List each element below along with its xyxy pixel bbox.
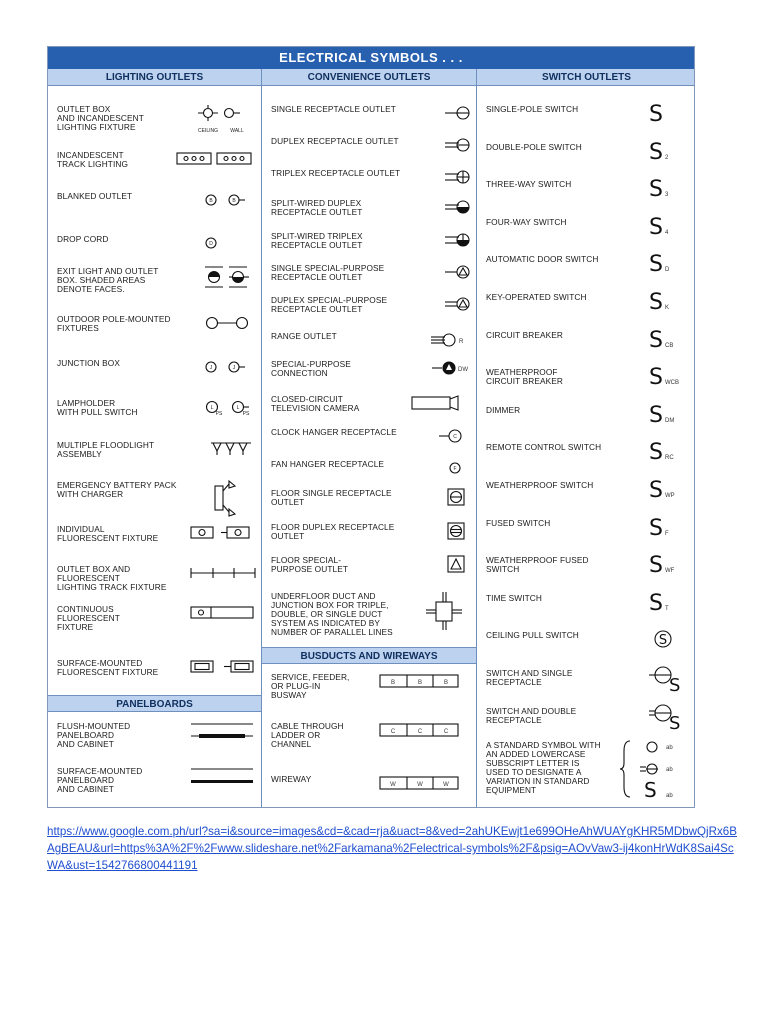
- symbol-row: [477, 252, 695, 278]
- symbol-row: [477, 402, 695, 428]
- svg-text:3: 3: [665, 192, 669, 199]
- svg-text:J: J: [209, 365, 213, 371]
- symbol-row: [262, 296, 476, 320]
- lighting-outlets-heading: LIGHTING OUTLETS: [48, 69, 261, 86]
- symbol-label: A STANDARD SYMBOL WITH AN ADDED LOWERCASE SUBSCRIPT LETTER IS USED TO DESIGNATE A VARIATION IN STANDARD EQUIPMENT: [486, 740, 601, 795]
- svg-text:S: S: [649, 290, 663, 315]
- svg-text:DM: DM: [665, 417, 675, 424]
- symbol-row: [48, 659, 261, 685]
- symbol-row: [262, 428, 476, 444]
- svg-text:C: C: [390, 729, 396, 735]
- symbol-label: WEATHERPROOF FUSED SWITCH: [486, 555, 589, 575]
- weatherproof-switch-icon: [649, 478, 695, 511]
- symbol-row: [48, 235, 261, 255]
- key-operated-switch-icon: [649, 290, 695, 323]
- svg-text:S: S: [649, 478, 663, 503]
- fluorescent-fixture-icon: [191, 525, 271, 555]
- symbol-row: [262, 722, 476, 748]
- svg-text:S: S: [649, 553, 663, 579]
- symbol-row: [477, 290, 695, 315]
- svg-text:WALL: WALL: [230, 128, 244, 134]
- svg-text:C: C: [443, 729, 449, 735]
- symbol-label: BLANKED OUTLET: [57, 191, 133, 201]
- symbol-label: OUTLET BOX AND FLUORESCENT LIGHTING TRACK FIXTURE: [57, 564, 167, 592]
- symbol-row: [477, 478, 695, 503]
- svg-text:S: S: [649, 102, 663, 127]
- svg-text:B: B: [232, 198, 236, 204]
- svg-text:B: B: [209, 198, 213, 204]
- symbol-row: [262, 489, 476, 513]
- symbol-label: CONTINUOUS FLUORESCENT FIXTURE: [57, 604, 120, 632]
- symbol-label: EXIT LIGHT AND OUTLET BOX. SHADED AREAS DENOTE FACES.: [57, 266, 159, 294]
- symbol-label: DROP CORD: [57, 234, 109, 244]
- svg-text:B: B: [443, 680, 449, 686]
- surface-fluorescent-icon: [191, 659, 271, 689]
- svg-text:S: S: [649, 214, 663, 240]
- symbol-label: WEATHERPROOF SWITCH: [486, 480, 594, 490]
- symbol-row: [477, 740, 695, 802]
- symbol-label: AUTOMATIC DOOR SWITCH: [486, 254, 599, 265]
- svg-text:ab: ab: [666, 745, 673, 751]
- svg-text:W: W: [390, 782, 396, 788]
- fluorescent-track-icon: [191, 565, 271, 595]
- svg-text:S: S: [649, 252, 663, 278]
- symbol-label: DIMMER: [486, 404, 521, 415]
- panelboards-heading: PANELBOARDS: [48, 695, 261, 712]
- switch-single-receptacle-icon: [649, 669, 695, 699]
- symbol-row: [48, 267, 261, 297]
- symbol-row: [477, 102, 695, 127]
- symbol-row: [48, 722, 261, 752]
- svg-text:W: W: [417, 782, 423, 788]
- cable-ladder-icon: [380, 722, 460, 752]
- svg-text:4: 4: [665, 229, 669, 236]
- symbol-label: UNDERFLOOR DUCT AND JUNCTION BOX FOR TRIPLE, DOUBLE, OR SINGLE DUCT SYSTEM AS INDICATED BY NUMBER OF PARALLEL LINES: [271, 591, 393, 637]
- svg-text:C: C: [417, 729, 423, 735]
- flush-panelboard-icon: [191, 722, 271, 752]
- surface-panelboard-icon: [191, 767, 271, 797]
- symbol-label: SPLIT-WIRED DUPLEX RECEPTACLE OUTLET: [271, 198, 363, 217]
- weatherproof-circuit-breaker-icon: [649, 365, 695, 398]
- svg-text:S: S: [649, 402, 663, 428]
- symbol-label: REMOTE CONTROL SWITCH: [486, 442, 602, 453]
- symbol-row: [477, 705, 695, 734]
- busway-icon: [380, 673, 460, 703]
- symbol-row: [262, 137, 476, 153]
- svg-text:S: S: [649, 177, 663, 203]
- svg-text:B: B: [417, 680, 423, 686]
- svg-text:PS: PS: [215, 411, 223, 417]
- svg-text:S: S: [658, 633, 668, 649]
- svg-text:S: S: [649, 365, 663, 391]
- symbol-label: FOUR-WAY SWITCH: [486, 216, 567, 227]
- symbol-label: SERVICE, FEEDER, OR PLUG-IN BUSWAY: [271, 672, 350, 700]
- symbol-row: [477, 590, 695, 616]
- symbol-row: [262, 360, 476, 384]
- symbol-row: [48, 481, 261, 517]
- symbol-label: WIREWAY: [271, 774, 312, 784]
- busducts-heading: BUSDUCTS AND WIREWAYS: [262, 647, 476, 664]
- symbol-row: [477, 631, 695, 647]
- symbol-row: [262, 332, 476, 348]
- symbol-row: [262, 556, 476, 580]
- symbol-row: [262, 395, 476, 419]
- symbol-label: RANGE OUTLET: [271, 331, 337, 341]
- source-link[interactable]: https://www.google.com.ph/url?sa=i&source=images&cd=&cad=rja&uact=8&ved=2ahUKEwjt1e699OHeAhWUAYgKHR5MDbwQjRx6BAgBEAU&url=https%3A%2F%2Fwww.slideshare.net%2Farkamana%2Felectrical-symbols%2F&psig=AOvVaw3-ij4konHrWdK8Sai4ScWA&ust=1542766800441191: [47, 825, 737, 872]
- fused-switch-icon: [649, 515, 695, 549]
- symbol-row: [48, 525, 261, 551]
- svg-text:T: T: [665, 605, 669, 612]
- svg-text:RC: RC: [665, 455, 674, 462]
- standard-symbol-variation-icon: [624, 741, 695, 802]
- ceiling-pull-switch-icon: [649, 631, 695, 661]
- svg-text:ab: ab: [666, 767, 673, 773]
- svg-text:2: 2: [665, 154, 669, 161]
- symbol-label: TRIPLEX RECEPTACLE OUTLET: [271, 168, 401, 178]
- symbol-row: [48, 359, 261, 379]
- svg-text:DW: DW: [458, 367, 468, 373]
- symbol-row: [262, 199, 476, 223]
- circuit-breaker-icon: [649, 327, 695, 361]
- symbol-label: FLOOR SINGLE RECEPTACLE OUTLET: [271, 488, 392, 507]
- svg-text:B: B: [390, 680, 396, 686]
- symbol-row: [262, 169, 476, 185]
- symbol-label: FLUSH-MOUNTED PANELBOARD AND CABINET: [57, 721, 131, 749]
- symbol-row: [48, 399, 261, 425]
- symbol-label: CABLE THROUGH LADDER OR CHANNEL: [271, 721, 344, 749]
- svg-text:CB: CB: [665, 342, 674, 349]
- symbol-label: SWITCH AND SINGLE RECEPTACLE: [486, 668, 573, 687]
- symbol-row: [262, 673, 476, 703]
- symbol-label: SPLIT-WIRED TRIPLEX RECEPTACLE OUTLET: [271, 231, 363, 250]
- svg-text:J: J: [232, 365, 236, 371]
- symbol-row: [477, 214, 695, 240]
- symbol-label: SINGLE RECEPTACLE OUTLET: [271, 104, 396, 114]
- symbol-label: DUPLEX SPECIAL-PURPOSE RECEPTACLE OUTLET: [271, 295, 388, 314]
- convenience-outlets-heading: CONVENIENCE OUTLETS: [262, 69, 476, 86]
- electrical-symbols-sheet: [47, 46, 695, 808]
- time-switch-icon: [649, 590, 695, 624]
- symbol-label: JUNCTION BOX: [57, 358, 120, 368]
- continuous-fluorescent-icon: [191, 605, 271, 639]
- symbol-label: KEY-OPERATED SWITCH: [486, 292, 587, 302]
- symbol-row: [262, 460, 476, 476]
- symbol-row: [477, 139, 695, 165]
- symbol-label: LAMPHOLDER WITH PULL SWITCH: [57, 398, 138, 417]
- symbol-label: WEATHERPROOF CIRCUIT BREAKER: [486, 367, 563, 387]
- symbol-row: [262, 523, 476, 547]
- svg-text:PS: PS: [242, 411, 250, 417]
- single-pole-switch-icon: [649, 102, 695, 135]
- svg-text:D: D: [665, 267, 670, 274]
- symbol-label: MULTIPLE FLOODLIGHT ASSEMBLY: [57, 440, 155, 459]
- svg-text:F: F: [665, 530, 669, 537]
- symbol-row: [48, 151, 261, 171]
- symbol-label: FAN HANGER RECEPTACLE: [271, 459, 385, 469]
- symbol-row: [477, 365, 695, 391]
- symbol-label: INCANDESCENT TRACK LIGHTING: [57, 150, 129, 169]
- svg-text:L: L: [236, 405, 240, 411]
- weatherproof-fused-switch-icon: [649, 553, 695, 586]
- symbol-row: [262, 264, 476, 288]
- symbol-row: [262, 775, 476, 791]
- symbol-label: CIRCUIT BREAKER: [486, 329, 563, 340]
- symbol-row: [48, 605, 261, 639]
- svg-text:F: F: [453, 466, 457, 472]
- symbol-row: [477, 327, 695, 353]
- symbol-row: [48, 315, 261, 341]
- remote-control-switch-icon: [649, 440, 695, 473]
- sheet-title: ELECTRICAL SYMBOLS . . .: [48, 47, 694, 69]
- svg-text:CEILING: CEILING: [197, 128, 219, 134]
- symbol-label: SWITCH AND DOUBLE RECEPTACLE: [486, 705, 577, 725]
- symbol-label: OUTDOOR POLE-MOUNTED FIXTURES: [57, 314, 171, 333]
- svg-text:ab: ab: [666, 793, 673, 799]
- track-lighting-icon: [177, 151, 257, 181]
- svg-text:WCB: WCB: [665, 380, 679, 387]
- symbol-label: OUTLET BOX AND INCANDESCENT LIGHTING FIXTURE: [57, 104, 144, 132]
- symbol-row: [477, 440, 695, 466]
- symbol-label: THREE-WAY SWITCH: [486, 179, 572, 190]
- four-way-switch-icon: [649, 214, 695, 248]
- svg-text:S: S: [669, 712, 681, 734]
- automatic-door-switch-icon: [649, 252, 695, 285]
- symbol-row: [477, 553, 695, 579]
- symbol-label: DUPLEX RECEPTACLE OUTLET: [271, 136, 399, 146]
- svg-text:S: S: [649, 440, 663, 466]
- symbol-label: TIME SWITCH: [486, 592, 542, 603]
- symbol-row: [262, 232, 476, 256]
- symbol-label: DOUBLE-POLE SWITCH: [486, 141, 582, 152]
- svg-text:K: K: [665, 305, 670, 311]
- symbol-label: SURFACE-MOUNTED FLUORESCENT FIXTURE: [57, 658, 159, 677]
- svg-text:D: D: [209, 241, 213, 247]
- symbol-row: [477, 177, 695, 203]
- symbol-label: CLOCK HANGER RECEPTACLE: [271, 427, 397, 437]
- symbol-label: EMERGENCY BATTERY PACK WITH CHARGER: [57, 480, 177, 499]
- symbol-label: SPECIAL-PURPOSE CONNECTION: [271, 359, 351, 378]
- svg-text:S: S: [644, 778, 657, 802]
- svg-text:S: S: [649, 139, 663, 165]
- svg-text:S: S: [649, 515, 663, 541]
- switch-outlets-heading: SWITCH OUTLETS: [477, 69, 695, 86]
- symbol-row: [48, 767, 261, 797]
- svg-text:W: W: [443, 782, 449, 788]
- symbol-label: FLOOR SPECIAL- PURPOSE OUTLET: [271, 555, 349, 574]
- symbol-label: SINGLE SPECIAL-PURPOSE RECEPTACLE OUTLET: [271, 263, 385, 282]
- symbol-row: [262, 105, 476, 121]
- wireway-icon: [380, 775, 460, 805]
- symbol-label: SINGLE-POLE SWITCH: [486, 104, 579, 114]
- symbol-row: [262, 592, 476, 636]
- svg-text:WP: WP: [665, 493, 675, 499]
- symbol-label: FLOOR DUPLEX RECEPTACLE OUTLET: [271, 522, 395, 541]
- double-pole-switch-icon: [649, 139, 695, 173]
- symbol-row: [477, 668, 695, 696]
- symbol-label: FUSED SWITCH: [486, 517, 551, 528]
- symbol-label: CLOSED-CIRCUIT TELEVISION CAMERA: [271, 394, 360, 413]
- symbol-row: [48, 441, 261, 467]
- svg-text:C: C: [453, 434, 457, 440]
- svg-text:S: S: [649, 327, 663, 353]
- svg-text:S: S: [669, 675, 681, 696]
- switch-double-receptacle-icon: [649, 707, 695, 737]
- symbol-label: SURFACE-MOUNTED PANELBOARD AND CABINET: [57, 766, 143, 794]
- dimmer-icon: [649, 402, 695, 436]
- svg-text:R: R: [459, 339, 464, 345]
- svg-text:WF: WF: [665, 568, 675, 575]
- three-way-switch-icon: [649, 177, 695, 210]
- svg-text:S: S: [649, 590, 663, 616]
- symbol-label: CEILING PULL SWITCH: [486, 630, 579, 641]
- symbol-row: [48, 565, 261, 595]
- symbol-row: [48, 192, 261, 212]
- symbol-label: INDIVIDUAL FLUORESCENT FIXTURE: [57, 524, 159, 543]
- svg-text:L: L: [210, 405, 214, 411]
- symbol-row: [477, 515, 695, 541]
- symbol-row: [48, 105, 261, 135]
